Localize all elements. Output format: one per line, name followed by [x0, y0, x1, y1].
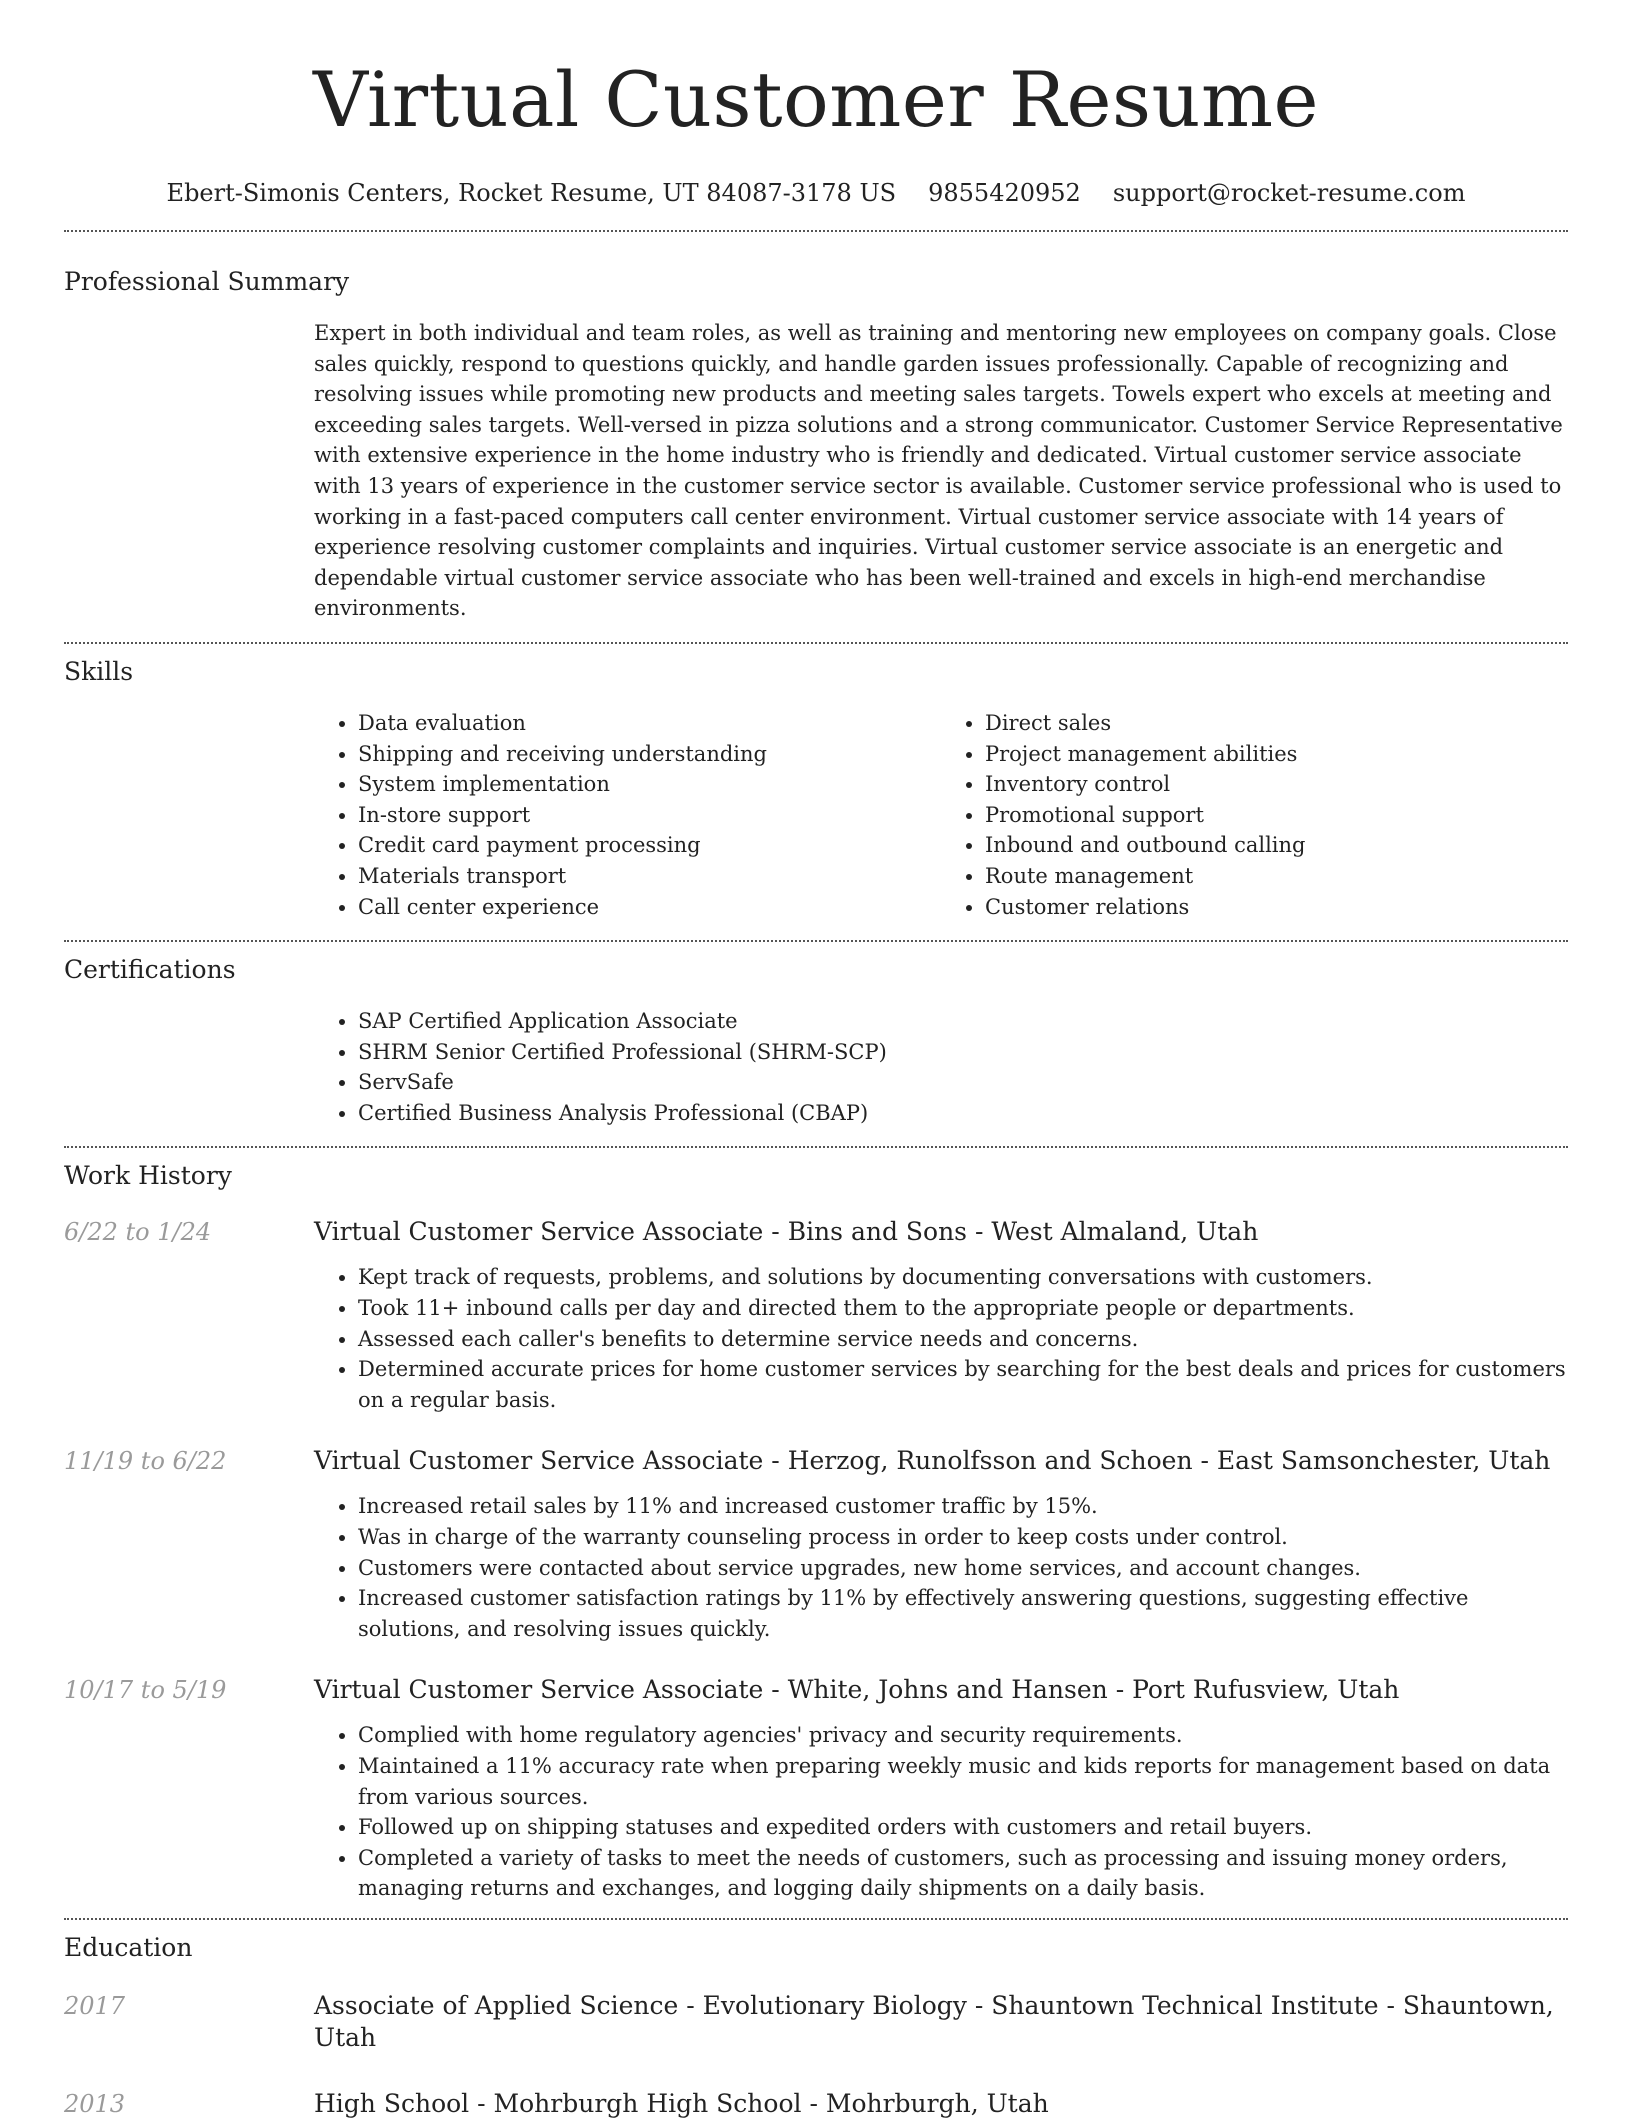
- skill-item: • Direct sales: [985, 708, 1568, 739]
- contact-phone: 9855420952: [928, 179, 1081, 207]
- section-title-skills: Skills: [64, 656, 134, 686]
- job-bullet: • Completed a variety of tasks to meet the needs of customers, such as processing and issuing money orders, managing returns and exchanges, and logging daily shipments on a daily basis.: [358, 1843, 1568, 1904]
- job-dates: 10/17 to 5/19: [64, 1676, 227, 1705]
- job-title: Virtual Customer Service Associate - Bins and Sons - West Almaland, Utah: [314, 1217, 1259, 1247]
- skill-item: • Promotional support: [985, 800, 1568, 831]
- section-title-summary: Professional Summary: [64, 267, 350, 296]
- work-history-section: [64, 1148, 1568, 1918]
- skill-item: • Call center experience: [358, 892, 941, 923]
- contact-email: support@rocket-resume.com: [1112, 179, 1466, 207]
- section-title-education: Education: [64, 1932, 193, 1962]
- job-entry: [64, 1216, 1568, 1415]
- skill-item: • Inventory control: [985, 769, 1568, 800]
- job-bullet-list: [314, 1491, 1568, 1644]
- certification-item: • Certified Business Analysis Professional (CBAP): [358, 1098, 1568, 1129]
- job-dates: 11/19 to 6/22: [64, 1447, 227, 1476]
- education-title: High School - Mohrburgh High School - Mohrburgh, Utah: [314, 2088, 1049, 2118]
- resume-header: [64, 0, 1568, 208]
- job-dates: 6/22 to 1/24: [64, 1218, 212, 1247]
- skill-item: • Inbound and outbound calling: [985, 830, 1568, 861]
- education-section: [64, 1920, 1568, 2120]
- skill-item: • Data evaluation: [358, 708, 941, 739]
- job-header: [64, 1216, 1568, 1248]
- resume-title: Virtual Customer Resume: [312, 55, 1320, 144]
- certification-item: • ServSafe: [358, 1067, 1568, 1098]
- education-year: 2013: [64, 2089, 126, 2118]
- skill-item: • Materials transport: [358, 861, 941, 892]
- education-title: Associate of Applied Science - Evolutionary Biology - Shauntown Technical Institute - Shauntown, Utah: [314, 1990, 1554, 2052]
- job-bullet: • Followed up on shipping statuses and expedited orders with customers and retail buyers.: [358, 1812, 1568, 1843]
- certifications-bullets: [314, 1006, 1568, 1128]
- skill-item: • System implementation: [358, 769, 941, 800]
- education-entry: [64, 1990, 1568, 2054]
- skill-item: • Credit card payment processing: [358, 830, 941, 861]
- job-bullet: • Customers were contacted about service upgrades, new home services, and account changes.: [358, 1553, 1568, 1584]
- summary-content: [314, 318, 1568, 624]
- skill-item: • In-store support: [358, 800, 941, 831]
- job-bullets: [314, 1491, 1568, 1644]
- job-bullets: [314, 1262, 1568, 1415]
- job-bullet: • Increased retail sales by 11% and increased customer traffic by 15%.: [358, 1491, 1568, 1522]
- skill-item: • Project management abilities: [985, 739, 1568, 770]
- job-bullet: • Complied with home regulatory agencies' privacy and security requirements.: [358, 1720, 1568, 1751]
- certification-item: • SAP Certified Application Associate: [358, 1006, 1568, 1037]
- job-header: [64, 1445, 1568, 1477]
- job-title: Virtual Customer Service Associate - Herzog, Runolfsson and Schoen - East Samsonchester, Utah: [314, 1446, 1551, 1476]
- job-bullets: [314, 1720, 1568, 1904]
- job-title: Virtual Customer Service Associate - White, Johns and Hansen - Port Rufusview, Utah: [314, 1675, 1400, 1705]
- skill-item: • Customer relations: [985, 892, 1568, 923]
- job-bullet: • Kept track of requests, problems, and solutions by documenting conversations with customers.: [358, 1262, 1568, 1293]
- job-bullet: • Determined accurate prices for home customer services by searching for the best deals and prices for customers on a regular basis.: [358, 1354, 1568, 1415]
- job-bullet: • Assessed each caller's benefits to determine service needs and concerns.: [358, 1324, 1568, 1355]
- certifications-list: [314, 1006, 1568, 1128]
- skills-column-right: [941, 708, 1568, 922]
- certifications-section: [64, 942, 1568, 1146]
- certification-item: • SHRM Senior Certified Professional (SHRM-SCP): [358, 1037, 1568, 1068]
- job-entry: [64, 1445, 1568, 1644]
- skill-item: • Shipping and receiving understanding: [358, 739, 941, 770]
- contact-address: Ebert-Simonis Centers, Rocket Resume, UT 84087-3178 US: [166, 179, 897, 207]
- job-bullet-list: [314, 1720, 1568, 1904]
- skills-column-left: [314, 708, 941, 922]
- skill-item: • Route management: [985, 861, 1568, 892]
- education-entry: [64, 2088, 1568, 2120]
- skills-section: [64, 644, 1568, 940]
- job-header: [64, 1674, 1568, 1706]
- job-bullet: • Maintained a 11% accuracy rate when preparing weekly music and kids reports for management based on data from various sources.: [358, 1751, 1568, 1812]
- job-bullet: • Took 11+ inbound calls per day and directed them to the appropriate people or departments.: [358, 1293, 1568, 1324]
- contact-info: [64, 178, 1568, 208]
- job-entry: [64, 1674, 1568, 1904]
- job-bullet: • Increased customer satisfaction ratings by 11% by effectively answering questions, suggesting effective solutions, and resolving issues quickly.: [358, 1583, 1568, 1644]
- summary-text: Expert in both individual and team roles, as well as training and mentoring new employees on company goals. Close sales quickly, respond to questions quickly, and handle garden issues professionally. Capable of recognizing and resolving issues while promoting new products and meeting sales targets. Towels expert who excels at meeting and exceeding sales targets. Well-versed in pizza solutions and a strong communicator. Customer Service Representative with extensive experience in the home industry who is friendly and dedicated. Virtual customer service associate with 13 years of experience in the customer service sector is available. Customer service professional who is used to working in a fast-paced computers call center environment. Virtual customer service associate with 14 years of experience resolving customer complaints and inquiries. Virtual customer service associate is an energetic and dependable virtual customer service associate who has been well-trained and excels in high-end merchandise environments.: [314, 321, 1563, 621]
- job-bullet-list: [314, 1262, 1568, 1415]
- section-title-certifications: Certifications: [64, 955, 236, 985]
- skills-list: [314, 708, 1568, 922]
- section-title-work-history: Work History: [64, 1161, 232, 1191]
- education-year: 2017: [64, 1991, 126, 2020]
- job-bullet: • Was in charge of the warranty counseling process in order to keep costs under control.: [358, 1522, 1568, 1553]
- summary-section: [64, 232, 1568, 642]
